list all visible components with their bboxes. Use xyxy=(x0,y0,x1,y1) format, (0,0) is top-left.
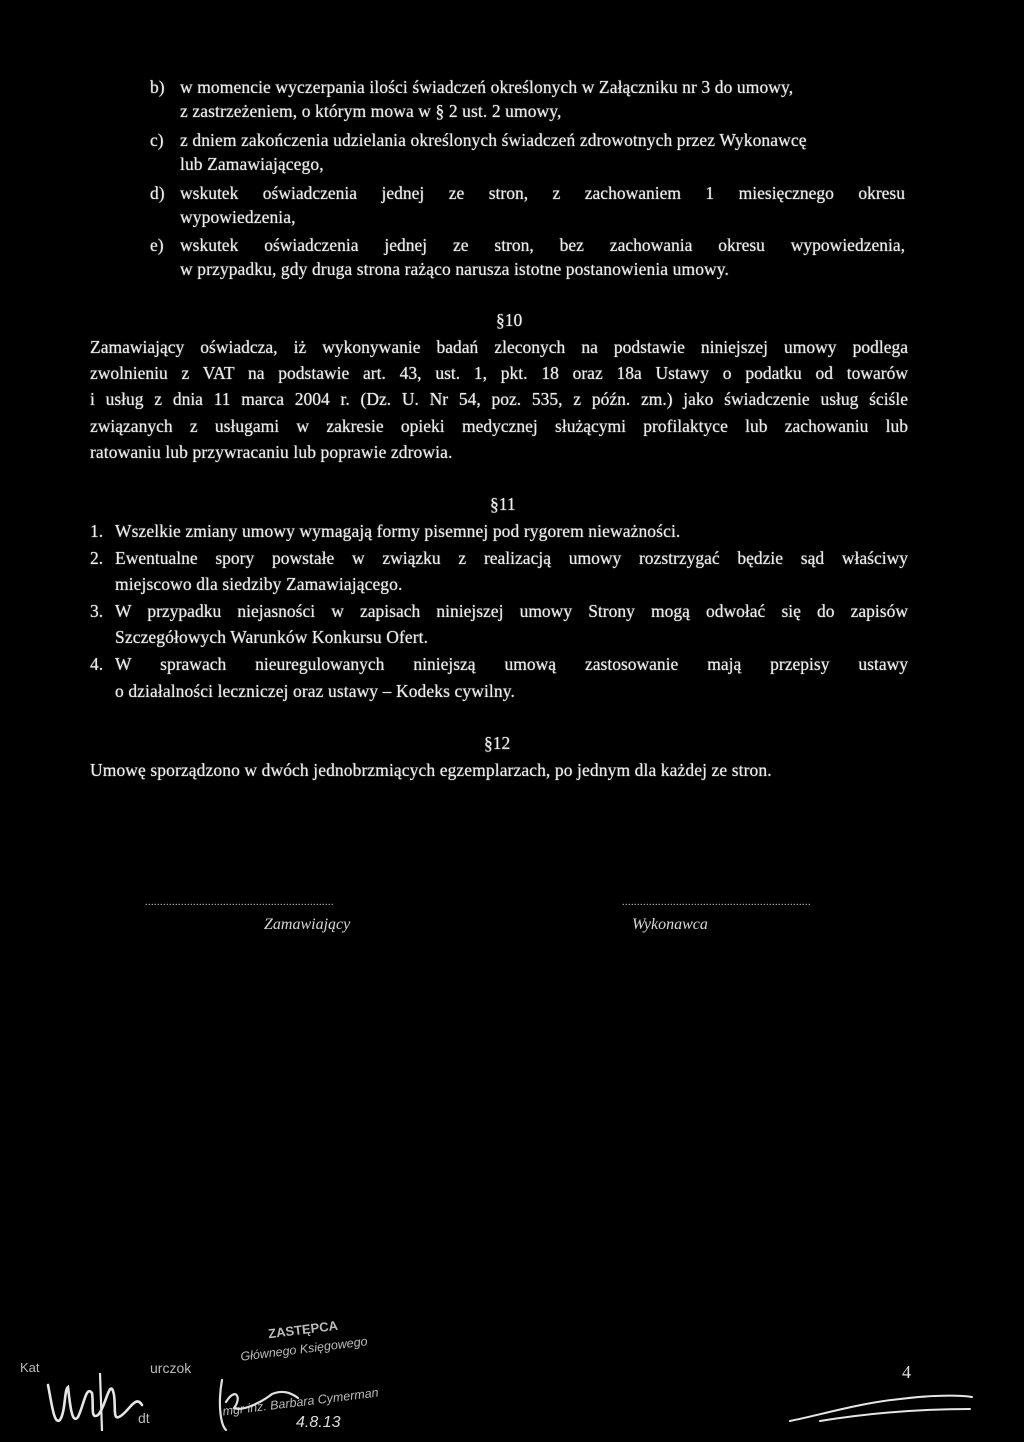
section-12-line1: Umowę sporządzono w dwóch jednobrzmiących egzemplarzach, po jednym dla każdej ze stron. xyxy=(90,760,772,780)
section-10-line2: zwolnieniu z VAT na podstawie art. 43, ust. 1, pkt. 18 oraz 18a Ustawy o podatku od towarów xyxy=(90,363,908,383)
left-stamp-fragment-1: Kat xyxy=(20,1360,40,1375)
section-11-item-1-line1: Wszelkie zmiany umowy wymagają formy pisemnej pod rygorem nieważności. xyxy=(115,521,681,541)
signature-label-zamawiajacy: Zamawiający xyxy=(264,916,351,933)
list-item-b-line2: z zastrzeżeniem, o którym mowa w § 2 ust. 2 umowy, xyxy=(180,101,562,121)
signature-dots-left: ............................................................... xyxy=(145,897,334,908)
handwritten-signature-right xyxy=(212,1372,302,1434)
section-12-heading: §12 xyxy=(484,733,511,753)
handwritten-signature-left xyxy=(40,1365,150,1435)
list-marker-c: c) xyxy=(150,130,164,150)
list-item-d-line2: wypowiedzenia, xyxy=(180,207,296,227)
section-11-heading: §11 xyxy=(490,494,516,514)
signature-dots-right: ............................................................... xyxy=(622,897,811,908)
section-11-item-3-line2: Szczegółowych Warunków Konkursu Ofert. xyxy=(115,627,429,647)
stamp-name: mgr inż. Barbara Cymerman xyxy=(221,1385,380,1419)
left-stamp-fragment-3: dt xyxy=(138,1410,150,1426)
section-11-marker-3: 3. xyxy=(90,601,104,621)
section-11-item-4-line1: W sprawach nieuregulowanych niniejszą umową zastosowanie mają przepisy ustawy xyxy=(115,654,908,674)
section-11-item-4-line2: o działalności leczniczej oraz ustawy – Kodeks cywilny. xyxy=(115,681,515,701)
list-item-b-line1: w momencie wyczerpania ilości świadczeń określonych w Załączniku nr 3 do umowy, xyxy=(180,77,794,97)
list-item-c-line2: lub Zamawiającego, xyxy=(180,154,324,174)
section-10-heading: §10 xyxy=(496,310,523,330)
section-10-line5: ratowaniu lub przywracaniu lub poprawie zdrowia. xyxy=(90,442,453,462)
section-11-item-2-line1: Ewentualne spory powstałe w związku z realizacją umowy rozstrzygać będzie sąd właściwy xyxy=(115,548,908,568)
list-item-c-line1: z dniem zakończenia udzielania określonych świadczeń zdrowotnych przez Wykonawcę xyxy=(180,130,807,150)
list-marker-b: b) xyxy=(150,77,165,97)
list-item-e-line1: wskutek oświadczenia jednej ze stron, bez zachowania okresu wypowiedzenia, xyxy=(180,235,905,255)
list-item-d-line1: wskutek oświadczenia jednej ze stron, z zachowaniem 1 miesięcznego okresu xyxy=(180,183,905,203)
section-10-line1: Zamawiający oświadcza, iż wykonywanie badań zleconych na podstawie niniejszej umowy podlega xyxy=(90,337,908,357)
section-10-line4: związanych z usługami w zakresie opieki medycznej służącymi profilaktyce lub zachowaniu lub xyxy=(90,416,908,436)
section-11-item-3-line1: W przypadku niejasności w zapisach niniejszej umowy Strony mogą odwołać się do zapisów xyxy=(115,601,908,621)
stamp-subtitle: Głównego Księgowego xyxy=(239,1334,369,1364)
list-marker-e: e) xyxy=(150,235,164,255)
list-item-e-line2: w przypadku, gdy druga strona rażąco narusza istotne postanowienia umowy. xyxy=(180,259,729,279)
stamp-title: ZASTĘPCA xyxy=(267,1317,339,1342)
section-10-line3: i usług z dnia 11 marca 2004 r. (Dz. U. Nr 54, poz. 535, z późn. zm.) jako świadczenie usług ściśle xyxy=(90,389,908,409)
page-number: 4 xyxy=(902,1362,911,1382)
section-11-marker-4: 4. xyxy=(90,654,104,674)
initials-paraph xyxy=(780,1385,980,1430)
stamp-handwritten-date: 4.8.13 xyxy=(296,1414,341,1431)
left-stamp-fragment-2: urczok xyxy=(150,1360,192,1376)
list-marker-d: d) xyxy=(150,183,165,203)
section-11-marker-2: 2. xyxy=(90,548,104,568)
signature-label-wykonawca: Wykonawca xyxy=(632,916,708,933)
section-11-marker-1: 1. xyxy=(90,521,104,541)
section-11-item-2-line2: miejscowo dla siedziby Zamawiającego. xyxy=(115,574,403,594)
